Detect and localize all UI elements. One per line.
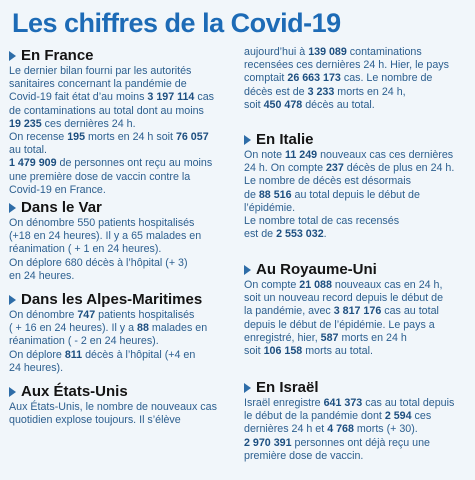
text-run: contaminations — [346, 46, 422, 58]
section-france — [9, 46, 234, 198]
text-line — [244, 292, 469, 305]
section-body — [244, 397, 469, 463]
highlighted-figure: 76 057 — [175, 131, 209, 144]
highlighted-figure: 106 158 — [263, 345, 303, 358]
text-run: morts en 24 h, — [334, 85, 406, 98]
text-run: ces dernières 24 h. — [41, 117, 136, 130]
text-run: sanitaires concernant la pandémie de — [9, 78, 187, 91]
text-run: est de — [244, 228, 277, 241]
text-line — [9, 65, 234, 78]
text-line — [9, 105, 234, 118]
highlighted-figure: 2 553 032 — [276, 228, 324, 241]
text-run: nouveaux cas ces dernières — [317, 149, 454, 161]
section-heading-text: En Israël — [256, 379, 319, 396]
highlighted-figure: 11 249 — [285, 149, 318, 161]
text-run: enregistré, hier, — [244, 331, 321, 344]
text-line — [9, 349, 234, 362]
text-line — [244, 215, 469, 228]
text-line — [244, 279, 469, 292]
text-run: On compte — [244, 279, 300, 291]
section-body — [244, 279, 469, 358]
text-line — [9, 401, 234, 414]
arrow-icon — [9, 387, 16, 397]
section-body — [244, 46, 469, 112]
highlighted-figure: 139 089 — [308, 46, 347, 58]
arrow-icon — [9, 203, 16, 213]
text-line — [9, 257, 234, 270]
section-var — [9, 198, 234, 290]
text-run: On recense — [9, 131, 68, 144]
text-line — [9, 91, 234, 104]
highlighted-figure: 237 — [325, 162, 344, 175]
text-run: Covid-19 fait état d’au moins — [9, 91, 148, 104]
text-line — [9, 243, 234, 256]
text-run: cas au total depuis — [362, 397, 455, 409]
text-run: On note — [244, 149, 285, 161]
text-run: soit — [244, 345, 264, 358]
text-run: réanimation ( + 1 en 24 heures). — [9, 243, 162, 256]
text-run: On déplore — [9, 348, 65, 361]
text-line — [244, 72, 469, 85]
text-line — [244, 437, 469, 450]
highlighted-figure: 195 — [67, 131, 86, 144]
text-run: aujourd’hui à — [244, 46, 309, 58]
section-heading — [244, 378, 469, 397]
section-heading-text: Au Royaume-Uni — [256, 261, 377, 278]
text-line — [9, 322, 234, 335]
text-line — [244, 332, 469, 345]
text-run: Le nombre total de cas recensés — [244, 215, 400, 228]
text-run: décès à l’hôpital (+4 en — [82, 348, 196, 361]
highlighted-figure: 3 197 114 — [147, 91, 195, 104]
text-line — [244, 423, 469, 436]
text-run: première dose de vaccin. — [244, 449, 364, 462]
text-run: au total depuis le début de — [291, 188, 420, 201]
section-heading-text: Dans le Var — [21, 199, 102, 216]
highlighted-figure: 88 516 — [258, 188, 292, 201]
text-run: dernières 24 h et — [244, 423, 328, 436]
text-run: réanimation ( - 2 en 24 heures). — [9, 335, 159, 348]
text-run: nouveaux cas en 24 h, — [331, 279, 443, 291]
text-run: soit — [244, 98, 264, 111]
highlighted-figure: 811 — [64, 348, 83, 361]
text-run: morts en 24 h soit — [85, 131, 176, 144]
text-run: morts au total. — [302, 345, 373, 358]
section-royaume-uni — [244, 260, 469, 378]
text-run: Israël enregistre — [244, 397, 324, 409]
text-run: . — [323, 228, 327, 241]
text-run: cas. Le nombre de — [340, 72, 433, 85]
text-run: (+18 en 24 heures). Il y a 65 malades en — [9, 230, 202, 243]
section-heading — [9, 46, 234, 65]
text-run: On dénombre 550 patients hospitalisés — [9, 217, 195, 229]
text-run: quotidien explose toujours. Il s’élève — [9, 414, 181, 427]
section-body — [244, 149, 469, 241]
text-run: On dénombre — [9, 309, 78, 321]
text-line — [9, 78, 234, 91]
highlighted-figure: 88 — [137, 322, 149, 335]
right-column — [244, 46, 469, 463]
text-line — [244, 149, 469, 162]
text-line — [244, 86, 469, 99]
arrow-icon — [244, 265, 251, 275]
highlighted-figure: 19 235 — [9, 117, 42, 130]
text-line — [9, 171, 234, 184]
text-run: soit un nouveau record depuis le début de — [244, 292, 444, 305]
text-line — [244, 189, 469, 202]
text-run: une première dose de vaccin contre la — [9, 170, 191, 183]
text-line — [244, 228, 469, 241]
text-line — [244, 450, 469, 463]
section-heading — [9, 290, 234, 309]
text-run: morts (+ 30). — [353, 423, 418, 436]
text-line — [244, 59, 469, 72]
highlighted-figure: 747 — [77, 309, 96, 321]
highlighted-figure: 26 663 173 — [287, 72, 341, 85]
text-line — [9, 270, 234, 283]
highlighted-figure: 641 373 — [323, 397, 363, 409]
text-run: malades en — [148, 322, 208, 335]
highlighted-figure: 2 970 391 — [244, 436, 292, 449]
section-heading-text: En France — [21, 47, 94, 64]
text-run: Aux États-Unis, le nombre de nouveaux cas — [9, 401, 217, 413]
highlighted-figure: 4 768 — [327, 423, 354, 436]
text-line — [9, 157, 234, 170]
highlighted-figure: 587 — [320, 331, 339, 344]
text-line — [244, 319, 469, 332]
text-run: décès de plus en 24 h. — [343, 162, 455, 175]
text-line — [9, 362, 234, 375]
text-line — [9, 184, 234, 197]
text-line — [9, 131, 234, 144]
section-heading-text: Dans les Alpes-Maritimes — [21, 291, 203, 308]
text-run: Covid-19 en France. — [9, 183, 106, 196]
text-line — [244, 99, 469, 112]
text-run: 24 heures). — [9, 361, 64, 374]
section-heading-text: En Italie — [256, 131, 314, 148]
highlighted-figure: 450 478 — [263, 98, 303, 111]
text-run: cas au total — [381, 305, 439, 318]
text-line — [244, 345, 469, 358]
section-heading — [244, 260, 469, 279]
text-run: On déplore 680 décès à l’hôpital (+ 3) — [9, 256, 188, 269]
text-line — [9, 309, 234, 322]
arrow-icon — [9, 295, 16, 305]
text-run: comptait — [244, 72, 288, 85]
arrow-icon — [9, 51, 16, 61]
highlighted-figure: 2 594 — [384, 410, 412, 423]
text-run: 24 h. On compte — [244, 162, 326, 175]
text-line — [244, 397, 469, 410]
text-run: Le nombre de décès est désormais — [244, 175, 411, 188]
text-line — [9, 414, 234, 427]
left-column — [9, 46, 234, 427]
section-etats-unis — [9, 382, 234, 427]
section-heading — [244, 130, 469, 149]
text-line — [9, 335, 234, 348]
text-run: Le dernier bilan fourni par les autorités — [9, 65, 192, 77]
section-body — [9, 65, 234, 197]
section-body — [9, 217, 234, 283]
text-line — [244, 175, 469, 188]
arrow-icon — [244, 135, 251, 145]
highlighted-figure: 1 479 909 — [9, 157, 57, 170]
text-run: patients hospitalisés — [95, 309, 195, 321]
text-line — [9, 118, 234, 131]
text-run: décès au total. — [302, 98, 375, 111]
text-line — [244, 46, 469, 59]
text-line — [244, 410, 469, 423]
text-run: le début de la pandémie dont — [244, 410, 385, 423]
text-line — [9, 217, 234, 230]
text-run: la pandémie, avec — [244, 305, 334, 318]
arrow-icon — [244, 383, 251, 393]
text-line — [9, 144, 234, 157]
text-run: l’épidémie. — [244, 201, 296, 214]
section-heading — [9, 382, 234, 401]
text-run: de — [244, 188, 259, 201]
section-heading — [9, 198, 234, 217]
section-italie — [244, 130, 469, 260]
highlighted-figure: 21 088 — [299, 279, 332, 291]
text-line — [244, 162, 469, 175]
section-alpes-maritimes — [9, 290, 234, 382]
text-run: ces — [411, 410, 432, 423]
text-run: en 24 heures. — [9, 269, 75, 282]
text-run: recensées ces dernières 24 h. Hier, le pays — [244, 59, 449, 72]
text-run: décès est de — [244, 85, 308, 98]
highlighted-figure: 3 817 176 — [333, 305, 382, 318]
text-run: ( + 16 en 24 heures). Il y a — [9, 322, 138, 335]
text-line — [9, 230, 234, 243]
section-etats-unis-continued — [244, 46, 469, 130]
text-line — [244, 202, 469, 215]
highlighted-figure: 3 233 — [307, 85, 335, 98]
text-run: depuis le début de l’épidémie. Le pays a — [244, 318, 435, 331]
section-body — [9, 309, 234, 375]
text-run: au total. — [9, 144, 48, 157]
text-run: morts en 24 h — [338, 331, 407, 344]
text-run: de personnes ont reçu au moins — [56, 157, 213, 170]
text-run: cas — [194, 91, 214, 104]
text-run: de contaminations au total dont au moins — [9, 104, 204, 117]
section-heading-text: Aux États-Unis — [21, 383, 128, 400]
page-title: Les chiffres de la Covid-19 — [12, 8, 341, 38]
section-body — [9, 401, 234, 427]
text-run: personnes ont déjà reçu une — [291, 436, 430, 449]
section-israel — [244, 378, 469, 463]
text-line — [244, 305, 469, 318]
